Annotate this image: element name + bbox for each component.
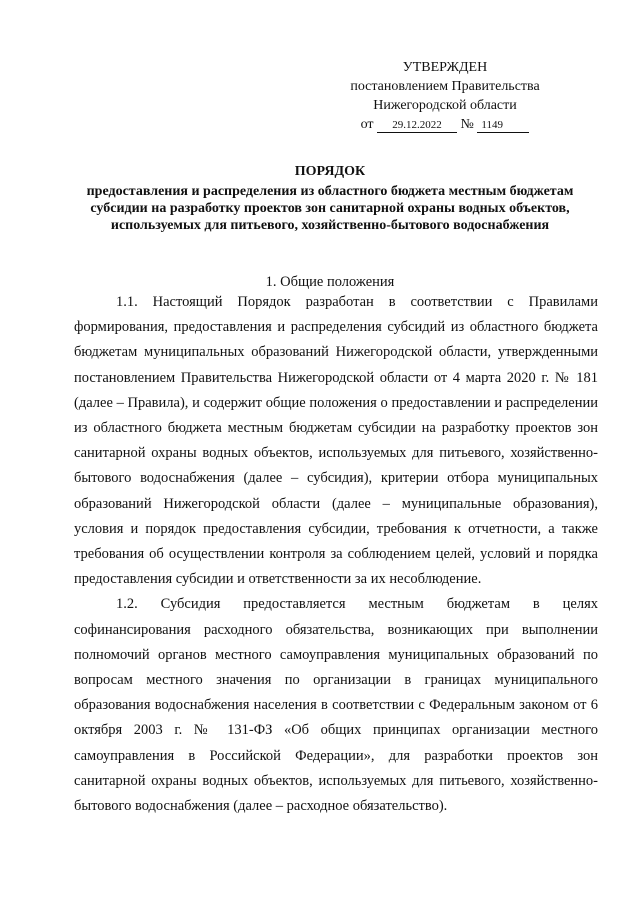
document-body [74,290,598,819]
approval-status: УТВЕРЖДЕН [402,60,488,75]
section-heading: 1. Общие положения [265,274,395,290]
approval-stamp [330,58,560,134]
approval-date-line [330,115,560,134]
paragraph-1-1: 1.1. Настоящий Порядок разработан в соответствии с Правилами формирования, предоставления и распределения субсидий из областного бюджета бюджетам муниципальных образований Нижегородской области, утвержденными постановлением Правительства Нижегородской области от 4 марта 2020 г. № 181 (далее – Правила), и содержит общие положения о предоставлении и распределении из областного бюджета местным бюджетам субсидии на разработку проектов зон санитарной охраны водных объектов, используемых для питьевого, хозяйственно-бытового водоснабжения (далее – субсидия), критерии отбора муниципальных образований Нижегородской области (далее – муниципальные образования), условия и порядок предоставления субсидии, требования к отчетности, а также требования об осуществлении контроля за соблюдением целей, условий и порядка предоставления субсидии и ответственности за их несоблюдение. [74,294,598,588]
number-sign: № [460,117,474,132]
approval-line-2: Нижегородской области [373,98,517,113]
document-title: ПОРЯДОК [294,164,366,179]
paragraph-1-2: 1.2. Субсидия предоставляется местным бюджетам в целях софинансирования расходного обязательства, возникающих при выполнении полномочий органов местного самоуправления муниципальных образований по вопросам местного значения по организации в границах муниципального образования водоснабжения населения в соответствии с Федеральным законом от 6 октября 2003 г. № 131-ФЗ «Об общих принципах организации местного самоуправления в Российской Федерации», для разработки проектов зон санитарной охраны водных объектов, используемых для питьевого, хозяйственно-бытового водоснабжения (далее – расходное обязательство). [74,596,598,815]
approval-line-1: постановлением Правительства [350,79,540,94]
approval-date: 29.12.2022 [377,119,457,133]
date-prefix: от [360,117,374,132]
approval-number: 1149 [477,119,529,133]
document-title-block [70,163,590,234]
document-subtitle: предоставления и распределения из областного бюджета местным бюджетам субсидии на разработку проектов зон санитарной охраны водных объектов, используемых для питьевого, хозяйственно-бытового водоснабжения [86,184,574,233]
